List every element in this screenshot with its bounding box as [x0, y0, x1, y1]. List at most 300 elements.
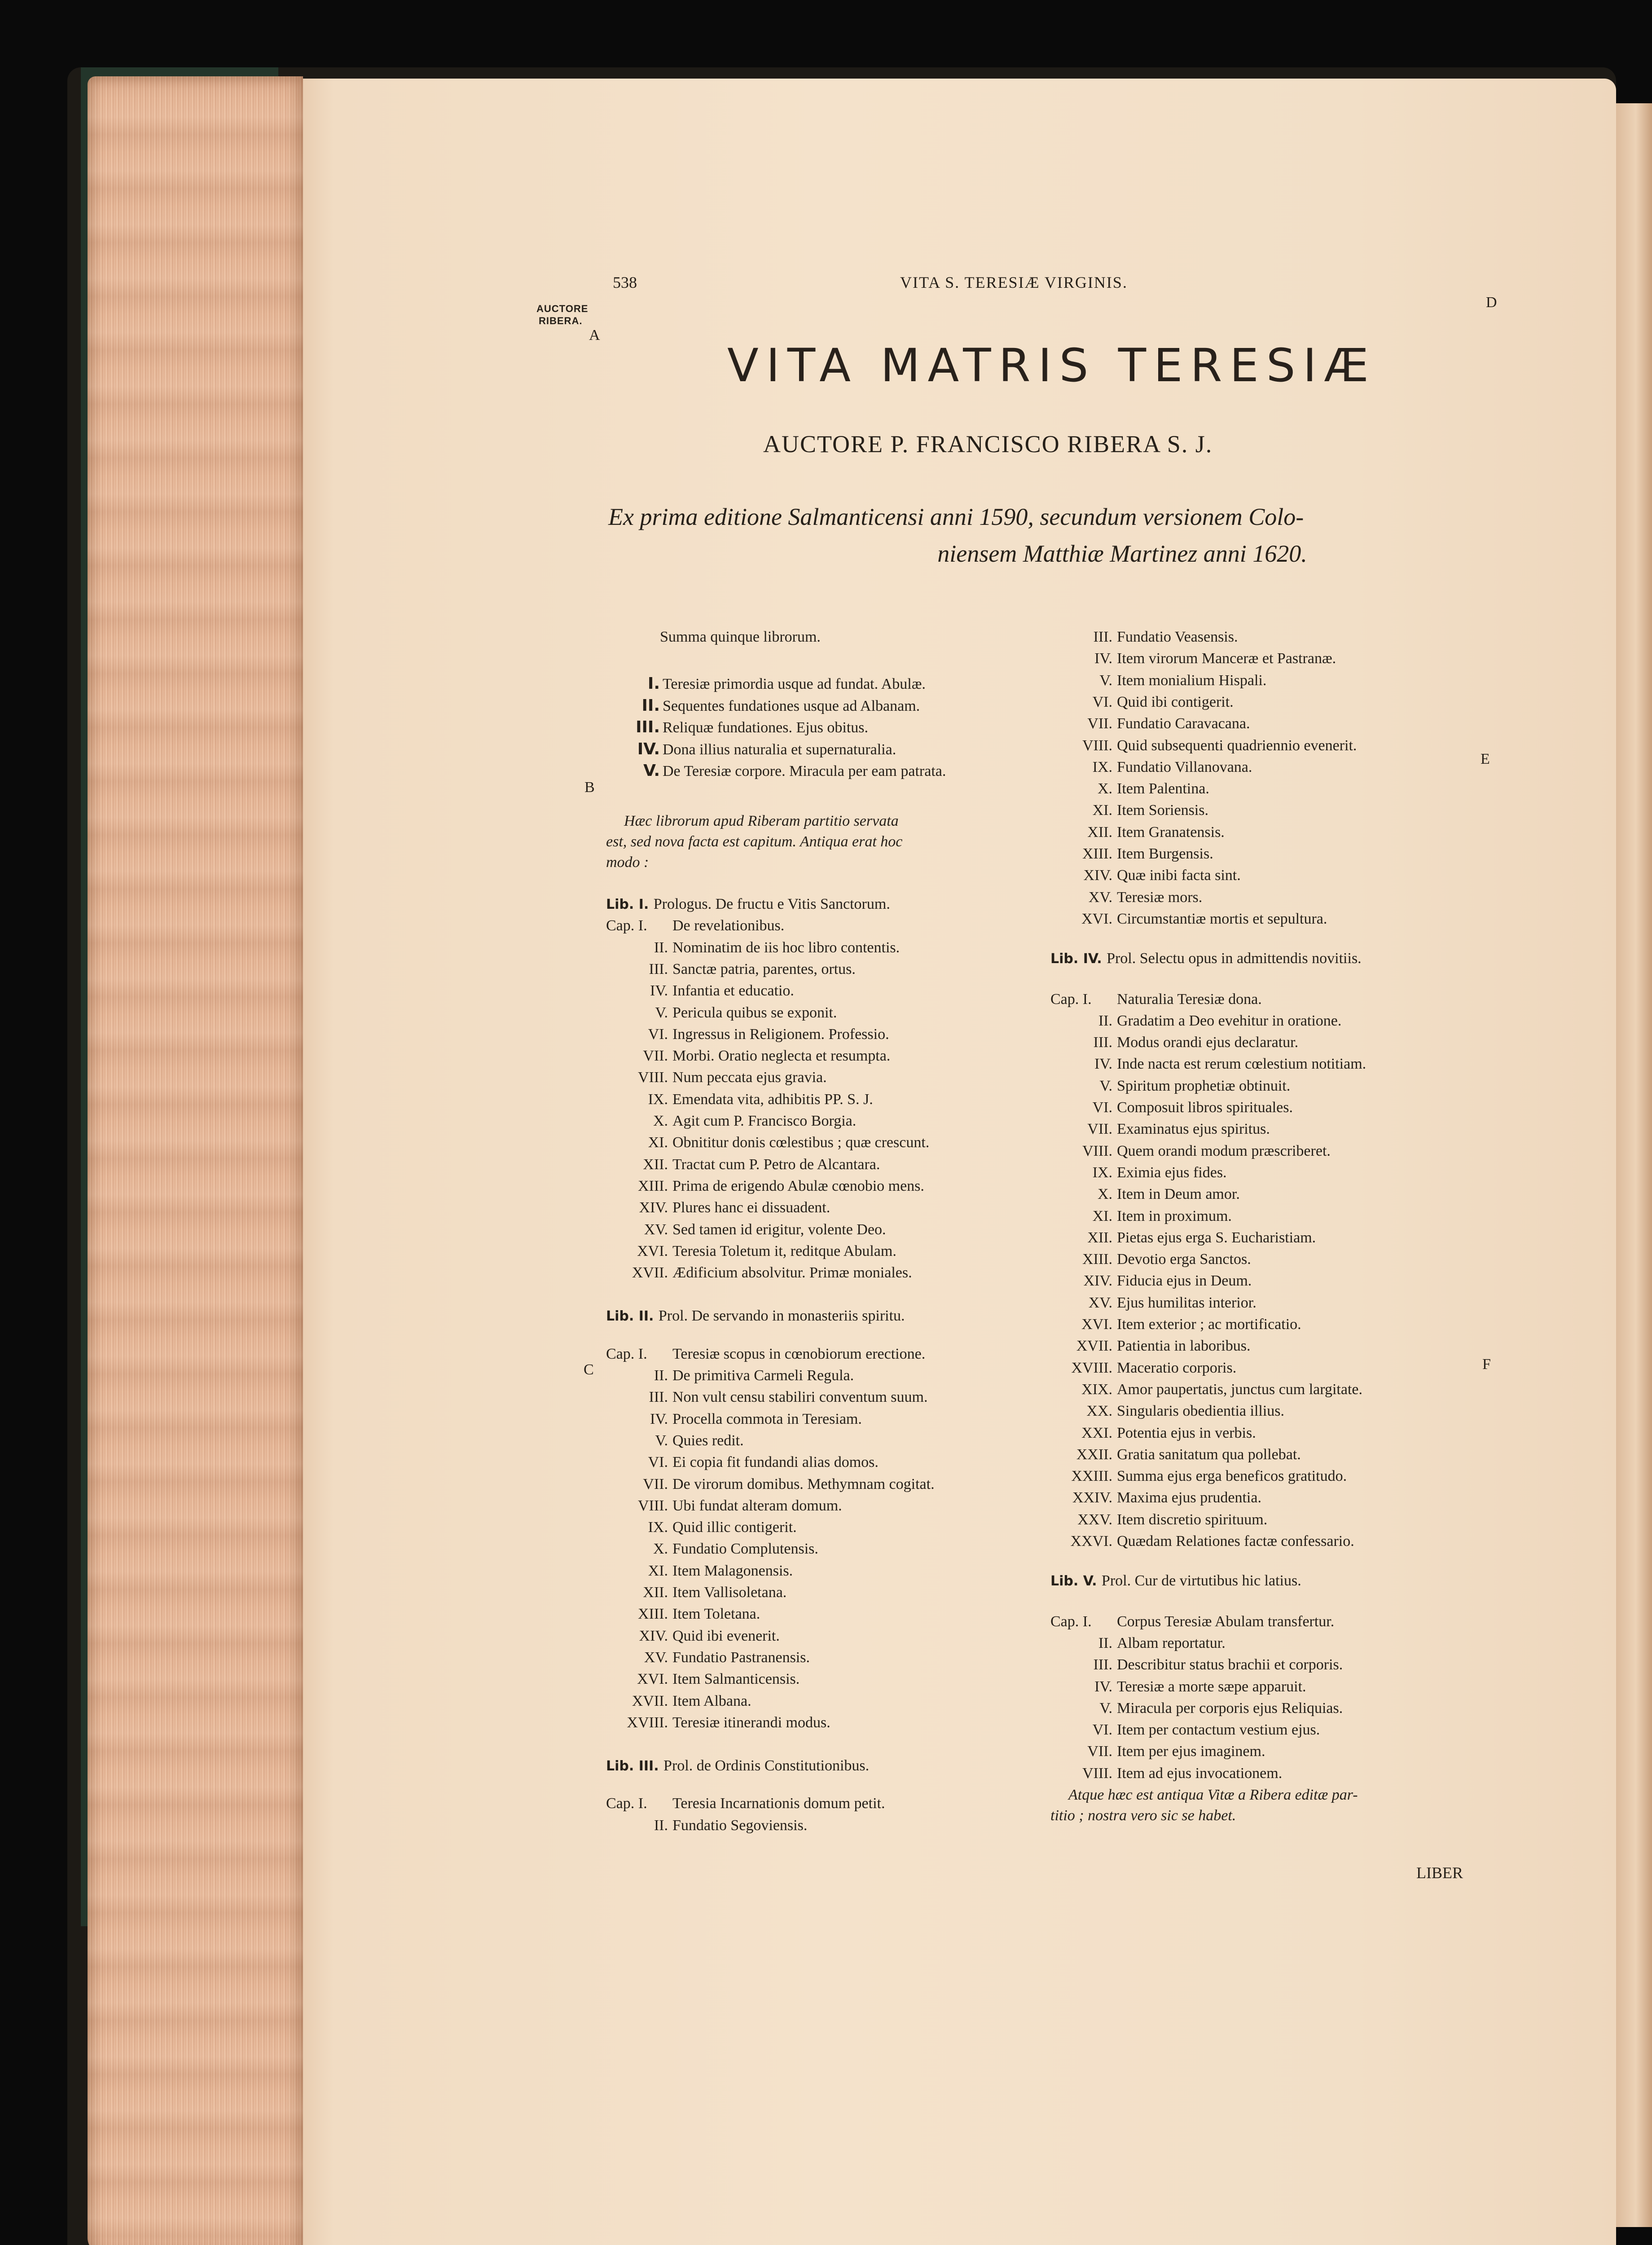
- chapter-number: X.: [653, 1113, 668, 1129]
- toc-line: [606, 1367, 854, 1384]
- toc-line: [1050, 1143, 1331, 1160]
- chapter-number: XVI.: [637, 1671, 668, 1688]
- toc-line: [606, 1584, 786, 1601]
- toc-line: [1050, 1403, 1284, 1420]
- toc-line: [1050, 1613, 1334, 1630]
- toc-line: [1050, 1208, 1232, 1225]
- toc-line: [606, 1693, 751, 1710]
- line-text: Non vult censu stabiliri conventum suum.: [672, 1389, 928, 1406]
- edition-line-2: niensem Matthiæ Martinez anni 1620.: [937, 540, 1307, 567]
- line-text: Prologus. De fructu e Vitis Sanctorum.: [653, 896, 890, 912]
- line-text: Fundatio Segoviensis.: [672, 1817, 808, 1834]
- line-text: Teresia Incarnationis domum petit.: [672, 1795, 885, 1812]
- chapter-number: XXVI.: [1070, 1533, 1112, 1549]
- line-text: Fundatio Caravacana.: [1117, 715, 1250, 732]
- line-text: Examinatus ejus spiritus.: [1117, 1121, 1270, 1138]
- toc-line: [606, 1199, 830, 1216]
- line-text: Eximia ejus fides.: [1117, 1164, 1227, 1181]
- toc-line: [606, 1156, 880, 1173]
- chapter-number: II.: [1098, 1634, 1112, 1651]
- line-text: Sed tamen id erigitur, volente Deo.: [672, 1221, 886, 1238]
- chapter-number: III.: [1093, 629, 1112, 645]
- line-text: Composuit libros spirituales.: [1117, 1099, 1293, 1116]
- line-text: Teresia Toletum it, reditque Abulam.: [672, 1242, 896, 1259]
- toc-line: [606, 917, 784, 934]
- toc-line: [1050, 845, 1213, 863]
- chapter-number: XXII.: [1076, 1446, 1112, 1463]
- toc-line: [1050, 911, 1327, 928]
- chapter-number: XIII.: [637, 1177, 668, 1194]
- chapter-number: VIII.: [637, 1069, 668, 1086]
- toc-line: [606, 1519, 797, 1536]
- toc-line: [606, 1817, 807, 1834]
- toc-line: [1050, 1572, 1301, 1589]
- toc-line: [1050, 1765, 1282, 1782]
- line-text: Item exterior ; ac mortificatio.: [1117, 1316, 1301, 1333]
- toc-line: [606, 1795, 885, 1812]
- chapter-number: XVI.: [637, 1242, 668, 1259]
- line-text: Quid illic contigerit.: [672, 1519, 797, 1536]
- line-text: De revelationibus.: [672, 917, 785, 934]
- toc-line: [1050, 1635, 1226, 1652]
- toc-line: [1050, 1012, 1341, 1030]
- line-text: Item Burgensis.: [1117, 845, 1213, 862]
- catchword: LIBER: [1416, 1864, 1463, 1882]
- toc-line: [1050, 1164, 1227, 1181]
- running-head: VITA S. TERESIÆ VIRGINIS.: [900, 273, 1128, 291]
- toc-line: [1050, 1533, 1354, 1550]
- closing-line: titio ; nostra vero sic se habet.: [1050, 1807, 1236, 1824]
- line-text: Pietas ejus erga S. Eucharistiam.: [1117, 1229, 1316, 1246]
- line-text: Naturalia Teresiæ dona.: [1117, 990, 1262, 1008]
- summa-text: De Teresiæ corpore. Miracula per eam patrata.: [663, 763, 946, 779]
- chapter-number: XIV.: [1083, 867, 1112, 884]
- toc-line: [606, 1346, 925, 1363]
- toc-line: [606, 1649, 810, 1666]
- chapter-number: VI.: [1092, 1721, 1112, 1739]
- toc-line: [1050, 824, 1225, 841]
- toc-line: [1050, 1056, 1366, 1073]
- line-text: Corpus Teresiæ Abulam transfertur.: [1117, 1613, 1335, 1630]
- chapter-number: XIV.: [639, 1627, 668, 1644]
- book-number: IV.: [637, 740, 660, 758]
- toc-line: [1050, 1272, 1252, 1290]
- margin-letter-c: C: [584, 1361, 594, 1378]
- line-text: Num peccata ejus gravia.: [672, 1069, 827, 1086]
- chapter-number: VI.: [1092, 693, 1112, 710]
- line-text: Item virorum Manceræ et Pastranæ.: [1117, 650, 1336, 667]
- margin-letter-b: B: [584, 779, 595, 796]
- line-text: Teresiæ a morte sæpe apparuit.: [1117, 1678, 1306, 1695]
- book-label: Lib. IV.: [1050, 951, 1107, 967]
- chapter-number: XI.: [648, 1562, 668, 1579]
- line-text: Quid subsequenti quadriennio evenerit.: [1117, 737, 1357, 754]
- summa-line: [606, 740, 896, 758]
- page-edges: [88, 76, 303, 2245]
- toc-line: [1050, 1338, 1250, 1355]
- line-text: Obnititur donis cœlestibus ; quæ crescunt.: [672, 1134, 930, 1151]
- chapter-number: XI.: [1092, 802, 1112, 819]
- toc-line: [1050, 1034, 1298, 1051]
- chapter-number: VII.: [643, 1475, 668, 1492]
- toc-line: [606, 1069, 827, 1086]
- chapter-number: Cap. I.: [606, 1795, 647, 1812]
- line-text: Miracula per corporis ejus Reliquias.: [1117, 1699, 1343, 1717]
- line-text: Fundatio Complutensis.: [672, 1541, 818, 1558]
- line-text: Item Granatensis.: [1117, 823, 1225, 841]
- chapter-number: XIV.: [639, 1199, 668, 1216]
- chapter-number: XXI.: [1081, 1424, 1112, 1441]
- line-text: Tractat cum P. Petro de Alcantara.: [672, 1156, 880, 1173]
- toc-line: [1050, 1425, 1256, 1442]
- line-text: Fundatio Pastranensis.: [672, 1649, 810, 1666]
- line-text: Albam reportatur.: [1117, 1634, 1226, 1651]
- line-text: Quædam Relationes factæ confessario.: [1117, 1533, 1354, 1549]
- chapter-number: Cap. I.: [606, 917, 647, 934]
- line-text: Pericula quibus se exponit.: [672, 1004, 837, 1021]
- line-text: Teresiæ itinerandi modus.: [672, 1714, 830, 1731]
- line-text: Quid ibi contigerit.: [1117, 693, 1234, 710]
- toc-line: [606, 1563, 793, 1580]
- line-text: Fundatio Villanovana.: [1117, 758, 1252, 775]
- toc-line: [1050, 780, 1209, 797]
- toc-line: [1050, 950, 1362, 967]
- chapter-number: X.: [1097, 1186, 1112, 1203]
- toc-line: [1050, 802, 1208, 819]
- line-text: Item in Deum amor.: [1117, 1186, 1240, 1203]
- toc-line: [1050, 759, 1252, 776]
- line-text: Plures hanc ei dissuadent.: [672, 1199, 830, 1216]
- chapter-number: VIII.: [637, 1497, 668, 1514]
- book-label: Lib. V.: [1050, 1573, 1102, 1589]
- chapter-number: II.: [1098, 1012, 1112, 1029]
- chapter-number: XII.: [643, 1584, 668, 1601]
- line-text: Item Vallisoletana.: [672, 1584, 787, 1601]
- line-text: Quæ inibi facta sint.: [1117, 867, 1241, 884]
- line-text: Singularis obedientia illius.: [1117, 1403, 1285, 1420]
- toc-line: [606, 982, 794, 999]
- toc-line: [1050, 1360, 1236, 1377]
- margin-letter-f: F: [1482, 1356, 1491, 1373]
- chapter-number: VII.: [1087, 1743, 1112, 1760]
- chapter-number: V.: [655, 1432, 668, 1449]
- line-text: Gratia sanitatum qua pollebat.: [1117, 1446, 1301, 1463]
- chapter-number: XIII.: [1082, 845, 1112, 862]
- line-text: Ingressus in Religionem. Professio.: [672, 1026, 889, 1043]
- line-text: Potentia ejus in verbis.: [1117, 1424, 1256, 1441]
- toc-line: [606, 1714, 830, 1731]
- line-text: Prol. Selectu opus in admittendis novitiis.: [1107, 950, 1362, 967]
- chapter-number: VII.: [1087, 715, 1112, 732]
- book-number: V.: [643, 762, 660, 780]
- line-text: Teresiæ scopus in cœnobiorum erectione.: [672, 1345, 926, 1362]
- toc-line: [606, 1411, 862, 1428]
- line-text: Teresiæ mors.: [1117, 889, 1203, 906]
- toc-line: [1050, 1099, 1293, 1116]
- closing-line: Atque hæc est antiqua Vitæ a Ribera editæ par-: [1068, 1787, 1358, 1803]
- margin-letter-e: E: [1481, 751, 1490, 767]
- chapter-number: Cap. I.: [606, 1345, 647, 1362]
- chapter-number: XII.: [1087, 823, 1112, 841]
- chapter-number: IV.: [1094, 1678, 1112, 1695]
- toc-line: [606, 1113, 856, 1130]
- right-column: [1050, 629, 1481, 1908]
- toc-line: [606, 1757, 869, 1774]
- line-text: Item Salmanticensis.: [672, 1671, 800, 1688]
- line-text: De primitiva Carmeli Regula.: [672, 1367, 854, 1384]
- toc-line: [1050, 1721, 1320, 1739]
- chapter-number: XVI.: [1081, 910, 1112, 927]
- chapter-number: XXIV.: [1072, 1489, 1112, 1506]
- toc-line: [1050, 1316, 1301, 1333]
- line-text: Item discretio spirituum.: [1117, 1511, 1268, 1528]
- line-text: Item Albana.: [672, 1692, 751, 1709]
- toc-line: [1050, 1700, 1343, 1717]
- chapter-number: III.: [649, 1389, 668, 1406]
- chapter-number: IX.: [648, 1091, 668, 1108]
- toc-line: [1050, 867, 1241, 884]
- toc-line: [1050, 1381, 1362, 1398]
- toc-line: [1050, 889, 1202, 906]
- chapter-number: VI.: [648, 1026, 668, 1043]
- chapter-number: II.: [654, 1367, 668, 1384]
- toc-line: [606, 1307, 905, 1325]
- toc-line: [606, 1026, 889, 1043]
- toc-line: [606, 1389, 928, 1406]
- line-text: Amor paupertatis, junctus cum largitate.: [1117, 1381, 1363, 1398]
- chapter-number: VII.: [1087, 1121, 1112, 1138]
- note-line: est, sed nova facta est capitum. Antiqua erat hoc: [606, 833, 903, 850]
- line-text: Item Palentina.: [1117, 780, 1209, 797]
- toc-line: [1050, 1078, 1290, 1095]
- summa-text: Teresiæ primordia usque ad fundat. Abulæ.: [663, 676, 926, 692]
- chapter-number: XV.: [1088, 1294, 1112, 1311]
- chapter-number: XI.: [1092, 1207, 1112, 1224]
- line-text: Spiritum prophetiæ obtinuit.: [1117, 1077, 1291, 1094]
- line-text: Devotio erga Sanctos.: [1117, 1251, 1251, 1268]
- chapter-number: XVIII.: [1071, 1359, 1112, 1376]
- toc-line: [606, 1048, 890, 1065]
- chapter-number: IV.: [650, 982, 668, 999]
- line-text: De virorum domibus. Methymnam cogitat.: [672, 1475, 935, 1492]
- chapter-number: XIV.: [1083, 1272, 1112, 1290]
- toc-line: [606, 1628, 780, 1645]
- chapter-number: IX.: [1092, 758, 1112, 775]
- chapter-number: XXIII.: [1071, 1468, 1112, 1485]
- chapter-number: XVII.: [632, 1264, 668, 1281]
- chapter-number: IV.: [1094, 650, 1112, 667]
- book-label: Lib. I.: [606, 897, 654, 912]
- toc-line: [606, 1541, 818, 1558]
- line-text: Quies redit.: [672, 1432, 744, 1449]
- chapter-number: XII.: [643, 1156, 668, 1173]
- line-text: Item in proximum.: [1117, 1207, 1232, 1224]
- toc-line: [606, 1476, 935, 1493]
- line-text: Fiducia ejus in Deum.: [1117, 1272, 1252, 1290]
- page-title: VITA MATRIS TERESIÆ: [727, 339, 1376, 392]
- line-text: Item per contactum vestium ejus.: [1117, 1721, 1320, 1739]
- margin-note-ribera: RIBERA.: [539, 315, 583, 326]
- line-text: Quid ibi evenerit.: [672, 1627, 780, 1644]
- toc-line: [1050, 1743, 1265, 1760]
- book-label: Lib. II.: [606, 1308, 659, 1325]
- chapter-number: VIII.: [1082, 1765, 1112, 1782]
- line-text: Summa ejus erga beneficos gratitudo.: [1117, 1468, 1347, 1485]
- line-text: Ubi fundat alteram domum.: [672, 1497, 842, 1514]
- line-text: Patientia in laboribus.: [1117, 1338, 1251, 1355]
- chapter-number: VI.: [1092, 1099, 1112, 1116]
- line-text: Item Toletana.: [672, 1606, 760, 1623]
- toc-line: [1050, 1489, 1261, 1506]
- line-text: Item ad ejus invocationem.: [1117, 1765, 1283, 1782]
- toc-line: [606, 939, 900, 956]
- toc-line: [1050, 1678, 1306, 1695]
- chapter-number: XVIII.: [627, 1714, 668, 1731]
- toc-line: [606, 1134, 929, 1151]
- line-text: Quem orandi modum præscriberet.: [1117, 1142, 1331, 1159]
- line-text: Fundatio Veasensis.: [1117, 629, 1238, 645]
- line-text: Procella commota in Teresiam.: [672, 1410, 862, 1427]
- note-line: Hæc librorum apud Riberam partitio servata: [624, 813, 899, 829]
- chapter-number: XVII.: [632, 1692, 668, 1709]
- toc-line: [1050, 672, 1266, 689]
- chapter-number: V.: [1099, 672, 1112, 689]
- book-number: II.: [641, 696, 660, 715]
- toc-line: [1050, 1656, 1343, 1673]
- summa-text: Reliquæ fundationes. Ejus obitus.: [663, 719, 869, 736]
- chapter-number: V.: [1099, 1699, 1112, 1717]
- chapter-number: XIII.: [1082, 1251, 1112, 1268]
- toc-line: [606, 1606, 760, 1623]
- toc-line: [606, 961, 856, 978]
- chapter-number: XV.: [1088, 889, 1112, 906]
- chapter-number: XV.: [644, 1649, 668, 1666]
- line-text: Morbi. Oratio neglecta et resumpta.: [672, 1048, 891, 1065]
- summa-line: [606, 674, 926, 693]
- toc-line: [606, 1497, 842, 1514]
- toc-line: [1050, 1186, 1240, 1203]
- line-text: Ædificium absolvitur. Primæ moniales.: [672, 1264, 912, 1281]
- toc-line: [606, 896, 890, 913]
- toc-line: [606, 1004, 837, 1021]
- summa-line: [606, 762, 946, 780]
- summa-text: Dona illius naturalia et supernaturalia.: [663, 741, 896, 758]
- line-text: Inde nacta est rerum cœlestium notitiam.: [1117, 1056, 1366, 1073]
- line-text: Describitur status brachii et corporis.: [1117, 1656, 1343, 1673]
- line-text: Prima de erigendo Abulæ cœnobio mens.: [672, 1177, 924, 1194]
- book-number: III.: [636, 718, 660, 736]
- toc-line: [1050, 629, 1238, 646]
- toc-line: [606, 1091, 873, 1108]
- chapter-number: IV.: [1094, 1056, 1112, 1073]
- chapter-number: IX.: [648, 1519, 668, 1536]
- chapter-number: XXV.: [1077, 1511, 1112, 1528]
- chapter-number: VIII.: [1082, 1142, 1112, 1159]
- line-text: Emendata vita, adhibitis PP. S. J.: [672, 1091, 873, 1108]
- line-text: Item per ejus imaginem.: [1117, 1743, 1265, 1760]
- toc-line: [1050, 1229, 1316, 1246]
- line-text: Gradatim a Deo evehitur in oratione.: [1117, 1012, 1342, 1029]
- margin-letter-d: D: [1486, 294, 1497, 311]
- line-text: Modus orandi ejus declaratur.: [1117, 1034, 1299, 1051]
- chapter-number: II.: [654, 1817, 668, 1834]
- toc-line: [1050, 694, 1234, 711]
- toc-line: [1050, 650, 1336, 667]
- chapter-number: XVII.: [1076, 1338, 1112, 1355]
- line-text: Prol. De servando in monasteriis spiritu.: [658, 1307, 905, 1325]
- chapter-number: XIX.: [1081, 1381, 1112, 1398]
- chapter-number: XII.: [1087, 1229, 1112, 1246]
- line-text: Infantia et educatio.: [672, 982, 794, 999]
- line-text: Circumstantiæ mortis et sepultura.: [1117, 910, 1327, 927]
- line-text: Item monialium Hispali.: [1117, 672, 1267, 689]
- line-text: Sanctæ patria, parentes, ortus.: [672, 960, 856, 977]
- book-label: Lib. III.: [606, 1758, 664, 1774]
- toc-line: [606, 1221, 886, 1238]
- summa-line: [606, 718, 868, 736]
- chapter-number: X.: [653, 1541, 668, 1558]
- chapter-number: X.: [1097, 780, 1112, 797]
- line-text: Prol. Cur de virtutibus hic latius.: [1101, 1572, 1301, 1589]
- toc-line: [1050, 715, 1250, 732]
- margin-note-auctore: AUCTORE: [536, 303, 589, 314]
- line-text: Agit cum P. Francisco Borgia.: [672, 1113, 857, 1129]
- chapter-number: III.: [649, 960, 668, 977]
- line-text: Item Malagonensis.: [672, 1562, 793, 1579]
- chapter-number: II.: [654, 939, 668, 956]
- chapter-number: XVI.: [1081, 1316, 1112, 1333]
- line-text: Prol. de Ordinis Constitutionibus.: [663, 1757, 870, 1774]
- toc-line: [1050, 1468, 1347, 1485]
- chapter-number: V.: [1099, 1077, 1112, 1094]
- note-line: modo :: [606, 854, 649, 871]
- edition-line-1: Ex prima editione Salmanticensi anni 1590, secundum versionem Colo-: [608, 503, 1304, 530]
- toc-line: [606, 1178, 924, 1195]
- chapter-number: XIII.: [637, 1606, 668, 1623]
- toc-line: [1050, 737, 1357, 754]
- left-column: [606, 629, 1032, 1872]
- line-text: Maxima ejus prudentia.: [1117, 1489, 1261, 1506]
- line-text: Nominatim de iis hoc libro contentis.: [672, 939, 900, 956]
- facing-page-edge: [1612, 103, 1652, 2227]
- chapter-number: Cap. I.: [1050, 1613, 1092, 1630]
- toc-line: [606, 1432, 744, 1449]
- book-number: I.: [647, 674, 660, 693]
- toc-line: [606, 1454, 879, 1471]
- toc-line: [1050, 1251, 1251, 1268]
- chapter-number: Cap. I.: [1050, 990, 1092, 1008]
- toc-line: [1050, 1121, 1270, 1138]
- chapter-number: V.: [655, 1004, 668, 1021]
- chapter-number: IX.: [1092, 1164, 1112, 1181]
- summa-text: Sequentes fundationes usque ad Albanam.: [663, 697, 920, 714]
- chapter-number: III.: [1093, 1034, 1112, 1051]
- line-text: Ejus humilitas interior.: [1117, 1294, 1257, 1311]
- page-number: 538: [613, 273, 637, 291]
- summa-heading: Summa quinque librorum.: [660, 629, 821, 645]
- toc-line: [1050, 991, 1262, 1008]
- chapter-number: VIII.: [1082, 737, 1112, 754]
- chapter-number: XV.: [644, 1221, 668, 1238]
- line-text: Item Soriensis.: [1117, 802, 1208, 819]
- line-text: Maceratio corporis.: [1117, 1359, 1237, 1376]
- subtitle: AUCTORE P. FRANCISCO RIBERA S. J.: [763, 431, 1213, 458]
- summa-line: [606, 696, 920, 715]
- toc-line: [606, 1243, 896, 1260]
- toc-line: [606, 1671, 800, 1688]
- chapter-number: VI.: [648, 1454, 668, 1471]
- line-text: Ei copia fit fundandi alias domos.: [672, 1454, 879, 1471]
